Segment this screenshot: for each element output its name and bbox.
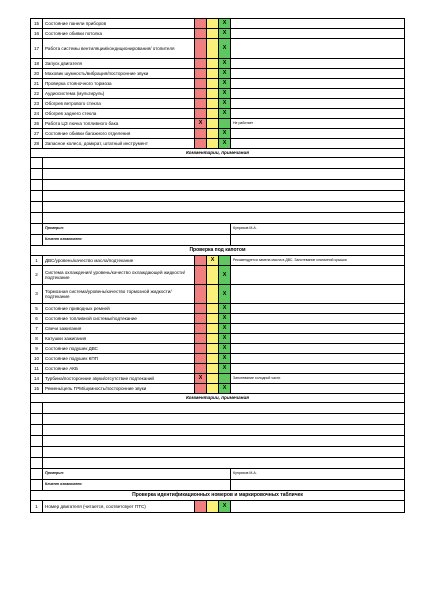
- comment-line: [31, 158, 405, 169]
- status-mark: X: [222, 385, 227, 392]
- row-description: Работа системы вентиляции/кондиционирования/ отопителя: [43, 39, 195, 59]
- status-cell-red: [195, 304, 207, 314]
- row-description: Состояние обивки потолка: [43, 29, 195, 39]
- status-mark: X: [222, 70, 227, 77]
- comments-heading-row: [31, 394, 405, 403]
- row-number: 21: [31, 79, 43, 89]
- row-note: [231, 285, 405, 304]
- client-ack-value: [231, 480, 405, 491]
- checklist-row: [31, 39, 405, 59]
- status-mark: X: [222, 140, 227, 147]
- row-number: 24: [31, 109, 43, 119]
- status-cell-red: [195, 285, 207, 304]
- status-mark: X: [222, 100, 227, 107]
- row-description: Ремень/цепь ГРМ/шумность/посторонние звуки: [43, 384, 195, 394]
- comment-space: [43, 158, 405, 169]
- row-description: Аудиосистема (мультируль): [43, 89, 195, 99]
- comment-margin: [31, 425, 43, 436]
- comment-space: [43, 213, 405, 224]
- status-cell-green: [219, 109, 231, 119]
- row-note: [231, 344, 405, 354]
- status-mark: X: [222, 325, 227, 332]
- row-note: Запотевание холодной части: [231, 374, 405, 384]
- comment-line: [31, 202, 405, 213]
- row-number: 7: [31, 324, 43, 334]
- row-note: [231, 59, 405, 69]
- status-cell-yellow: [207, 374, 219, 384]
- row-number: 15: [31, 384, 43, 394]
- checklist-row: [31, 314, 405, 324]
- row-description: Маховик шумность/вибрация/посторонние звуки: [43, 69, 195, 79]
- row-number: 26: [31, 119, 43, 129]
- comment-line: [31, 414, 405, 425]
- row-number: 9: [31, 344, 43, 354]
- row-note: [231, 29, 405, 39]
- status-cell-yellow: [207, 256, 219, 266]
- status-mark: X: [222, 130, 227, 137]
- status-mark: X: [198, 375, 203, 382]
- status-cell-green: [219, 119, 231, 129]
- row-description: Тормозная система/уровень/качество тормозной жидкости/подтекание: [43, 285, 195, 304]
- row-number: 5: [31, 304, 43, 314]
- row-note: Рекомендуется замена масла в ДВС. Запотевание клапанной крышки: [231, 256, 405, 266]
- row-number: 27: [31, 129, 43, 139]
- status-cell-green: [219, 344, 231, 354]
- comment-space: [43, 403, 405, 414]
- status-cell-red: [195, 354, 207, 364]
- comment-line: [31, 180, 405, 191]
- checklist-row: [31, 304, 405, 314]
- checklist-row: [31, 374, 405, 384]
- status-cell-green: [219, 314, 231, 324]
- checked-by-row: [31, 469, 405, 480]
- status-cell-yellow: [207, 139, 219, 149]
- row-note: Не работает: [231, 119, 405, 129]
- status-cell-green: [219, 266, 231, 285]
- status-mark: X: [222, 335, 227, 342]
- status-cell-red: [195, 119, 207, 129]
- row-number: 1: [31, 256, 43, 266]
- row-note: [231, 79, 405, 89]
- row-note: [231, 501, 405, 513]
- row-description: Работа ЦЗ лючка топливного бака: [43, 119, 195, 129]
- status-cell-red: [195, 344, 207, 354]
- row-number: 16: [31, 29, 43, 39]
- row-description: Обогрев ветрового стекла: [43, 99, 195, 109]
- row-description: Запуск двигателя: [43, 59, 195, 69]
- status-cell-yellow: [207, 364, 219, 374]
- row-description: Номер двигателя (читается, соответсвует ПТС): [43, 501, 195, 513]
- status-cell-yellow: [207, 314, 219, 324]
- status-cell-yellow: [207, 129, 219, 139]
- row-number: 1: [31, 501, 43, 513]
- status-cell-green: [219, 129, 231, 139]
- comment-space: [43, 425, 405, 436]
- checklist-row: [31, 19, 405, 29]
- row-note: [231, 384, 405, 394]
- sign-margin: [31, 469, 43, 480]
- comments-heading: Комментарии, примечания: [31, 394, 405, 403]
- status-cell-red: [195, 79, 207, 89]
- comment-margin: [31, 458, 43, 469]
- row-description: Система охлаждения/ уровень/качество охлаждающей жидкости/подтекание: [43, 266, 195, 285]
- row-number: 23: [31, 99, 43, 109]
- status-cell-green: [219, 334, 231, 344]
- row-note: [231, 129, 405, 139]
- status-cell-yellow: [207, 69, 219, 79]
- comment-margin: [31, 403, 43, 414]
- comment-margin: [31, 436, 43, 447]
- row-note: [231, 314, 405, 324]
- comment-line: [31, 458, 405, 469]
- comment-space: [43, 169, 405, 180]
- status-cell-green: [219, 39, 231, 59]
- status-cell-red: [195, 314, 207, 324]
- checklist-row: [31, 384, 405, 394]
- comment-margin: [31, 414, 43, 425]
- status-cell-yellow: [207, 59, 219, 69]
- status-cell-green: [219, 374, 231, 384]
- sign-margin: [31, 480, 43, 491]
- client-ack-value: [231, 235, 405, 246]
- checklist-row: [31, 79, 405, 89]
- status-mark: X: [222, 365, 227, 372]
- sign-margin: [31, 235, 43, 246]
- status-cell-yellow: [207, 285, 219, 304]
- status-cell-red: [195, 334, 207, 344]
- inspection-sheet: [30, 18, 404, 513]
- status-cell-red: [195, 19, 207, 29]
- status-cell-red: [195, 374, 207, 384]
- status-cell-yellow: [207, 384, 219, 394]
- comment-line: [31, 403, 405, 414]
- row-note: [231, 99, 405, 109]
- section-title-row: [31, 246, 405, 256]
- status-mark: X: [222, 271, 227, 278]
- checklist-row: [31, 344, 405, 354]
- status-cell-red: [195, 129, 207, 139]
- comment-margin: [31, 202, 43, 213]
- sign-margin: [31, 224, 43, 235]
- comment-space: [43, 202, 405, 213]
- checklist-row: [31, 69, 405, 79]
- status-cell-red: [195, 109, 207, 119]
- section-title: Проверка под капотом: [31, 246, 405, 256]
- status-cell-red: [195, 256, 207, 266]
- status-cell-yellow: [207, 99, 219, 109]
- row-note: [231, 109, 405, 119]
- comment-line: [31, 169, 405, 180]
- status-cell-green: [219, 139, 231, 149]
- comment-space: [43, 414, 405, 425]
- checklist-row: [31, 119, 405, 129]
- row-description: Обогрев заднего стекла: [43, 109, 195, 119]
- row-note: [231, 69, 405, 79]
- status-cell-red: [195, 384, 207, 394]
- row-note: [231, 139, 405, 149]
- checklist-row: [31, 99, 405, 109]
- row-number: 28: [31, 139, 43, 149]
- row-description: ДВС/уровень/качество масла/подтекание: [43, 256, 195, 266]
- status-mark: X: [222, 45, 227, 52]
- row-note: [231, 364, 405, 374]
- status-mark: X: [222, 503, 227, 510]
- row-number: 3: [31, 285, 43, 304]
- status-cell-green: [219, 285, 231, 304]
- checklist-row: [31, 354, 405, 364]
- status-cell-yellow: [207, 79, 219, 89]
- status-cell-yellow: [207, 109, 219, 119]
- status-cell-green: [219, 79, 231, 89]
- checklist-row: [31, 324, 405, 334]
- status-cell-yellow: [207, 266, 219, 285]
- status-mark: X: [222, 80, 227, 87]
- status-cell-yellow: [207, 29, 219, 39]
- checked-by-value: Купряхов М.А.: [231, 224, 405, 235]
- checked-by-row: [31, 224, 405, 235]
- status-cell-red: [195, 139, 207, 149]
- status-mark: X: [198, 120, 203, 127]
- comment-margin: [31, 158, 43, 169]
- status-cell-green: [219, 501, 231, 513]
- checklist-row: [31, 89, 405, 99]
- status-cell-red: [195, 501, 207, 513]
- checked-by-label: Проверил:: [43, 224, 231, 235]
- checklist-row: [31, 364, 405, 374]
- status-cell-green: [219, 29, 231, 39]
- row-number: 22: [31, 89, 43, 99]
- row-note: [231, 19, 405, 29]
- status-cell-red: [195, 89, 207, 99]
- row-description: Состояние подушек КПП: [43, 354, 195, 364]
- section-title: Проверка идентификационных номеров и маркировочных табличек: [31, 491, 405, 501]
- status-cell-yellow: [207, 324, 219, 334]
- comment-space: [43, 180, 405, 191]
- row-number: 17: [31, 39, 43, 59]
- comment-line: [31, 436, 405, 447]
- status-cell-green: [219, 324, 231, 334]
- status-cell-red: [195, 99, 207, 109]
- checklist-row: [31, 129, 405, 139]
- status-cell-red: [195, 69, 207, 79]
- row-number: 6: [31, 314, 43, 324]
- comment-line: [31, 213, 405, 224]
- row-description: Состояние панели приборов: [43, 19, 195, 29]
- row-description: Состояние обивки багажного отделения: [43, 129, 195, 139]
- comment-space: [43, 191, 405, 202]
- row-description: Состояние приводных ремней: [43, 304, 195, 314]
- checked-by-label: Проверил:: [43, 469, 231, 480]
- comment-space: [43, 447, 405, 458]
- status-cell-green: [219, 304, 231, 314]
- checklist-row: [31, 334, 405, 344]
- status-cell-green: [219, 384, 231, 394]
- inspection-table: [30, 18, 405, 513]
- checklist-row: [31, 285, 405, 304]
- client-ack-label: Клиент ознакомлен:: [43, 235, 231, 246]
- status-cell-red: [195, 324, 207, 334]
- status-cell-green: [219, 89, 231, 99]
- status-cell-green: [219, 354, 231, 364]
- row-number: 8: [31, 334, 43, 344]
- row-number: 15: [31, 19, 43, 29]
- checklist-row: [31, 29, 405, 39]
- row-note: [231, 39, 405, 59]
- comment-margin: [31, 180, 43, 191]
- row-description: Состояние подушек ДВС: [43, 344, 195, 354]
- status-mark: X: [222, 290, 227, 297]
- comment-space: [43, 436, 405, 447]
- client-ack-row: [31, 480, 405, 491]
- comment-space: [43, 458, 405, 469]
- status-mark: X: [222, 30, 227, 37]
- row-number: 2: [31, 266, 43, 285]
- checked-by-value: Купряхов М.А.: [231, 469, 405, 480]
- row-number: 20: [31, 69, 43, 79]
- status-mark: X: [222, 60, 227, 67]
- comment-line: [31, 447, 405, 458]
- row-number: 11: [31, 364, 43, 374]
- status-mark: X: [222, 20, 227, 27]
- row-note: [231, 354, 405, 364]
- status-cell-red: [195, 266, 207, 285]
- status-mark: X: [222, 345, 227, 352]
- row-note: [231, 266, 405, 285]
- status-cell-green: [219, 59, 231, 69]
- status-cell-yellow: [207, 89, 219, 99]
- status-mark: X: [222, 355, 227, 362]
- checklist-row: [31, 266, 405, 285]
- checklist-row: [31, 59, 405, 69]
- status-cell-red: [195, 39, 207, 59]
- client-ack-row: [31, 235, 405, 246]
- status-cell-yellow: [207, 334, 219, 344]
- status-cell-yellow: [207, 501, 219, 513]
- checklist-row: [31, 501, 405, 513]
- checklist-row: [31, 109, 405, 119]
- status-cell-yellow: [207, 344, 219, 354]
- row-number: 18: [31, 59, 43, 69]
- status-cell-yellow: [207, 19, 219, 29]
- status-mark: X: [222, 315, 227, 322]
- row-description: Состояние топливной системы/подтекание: [43, 314, 195, 324]
- status-mark: X: [222, 305, 227, 312]
- comments-heading: Комментарии, примечания: [31, 149, 405, 158]
- section-title-row: [31, 491, 405, 501]
- status-cell-green: [219, 364, 231, 374]
- row-description: Турбина/посторонние звуки/отсутствие подтеканий: [43, 374, 195, 384]
- row-number: 10: [31, 354, 43, 364]
- row-note: [231, 304, 405, 314]
- comments-heading-row: [31, 149, 405, 158]
- row-note: [231, 334, 405, 344]
- status-cell-green: [219, 19, 231, 29]
- row-description: Запасное колесо, домкрат, штатный инструмент: [43, 139, 195, 149]
- status-cell-red: [195, 364, 207, 374]
- status-cell-red: [195, 29, 207, 39]
- status-cell-yellow: [207, 39, 219, 59]
- checklist-row: [31, 256, 405, 266]
- status-cell-yellow: [207, 304, 219, 314]
- comment-margin: [31, 213, 43, 224]
- comment-margin: [31, 169, 43, 180]
- row-number: 14: [31, 374, 43, 384]
- row-description: Свечи зажигания: [43, 324, 195, 334]
- row-note: [231, 324, 405, 334]
- status-cell-yellow: [207, 354, 219, 364]
- status-cell-green: [219, 69, 231, 79]
- row-description: Проверка стояночного тормоза: [43, 79, 195, 89]
- status-cell-yellow: [207, 119, 219, 129]
- status-cell-green: [219, 256, 231, 266]
- status-mark: X: [222, 110, 227, 117]
- comment-line: [31, 425, 405, 436]
- row-description: Состояние АКБ: [43, 364, 195, 374]
- comment-margin: [31, 191, 43, 202]
- client-ack-label: Клиент ознакомлен:: [43, 480, 231, 491]
- row-description: Катушки зажигания: [43, 334, 195, 344]
- status-cell-red: [195, 59, 207, 69]
- status-cell-green: [219, 99, 231, 109]
- comment-margin: [31, 447, 43, 458]
- checklist-row: [31, 139, 405, 149]
- status-mark: X: [222, 90, 227, 97]
- row-note: [231, 89, 405, 99]
- comment-line: [31, 191, 405, 202]
- status-mark: X: [210, 257, 215, 264]
